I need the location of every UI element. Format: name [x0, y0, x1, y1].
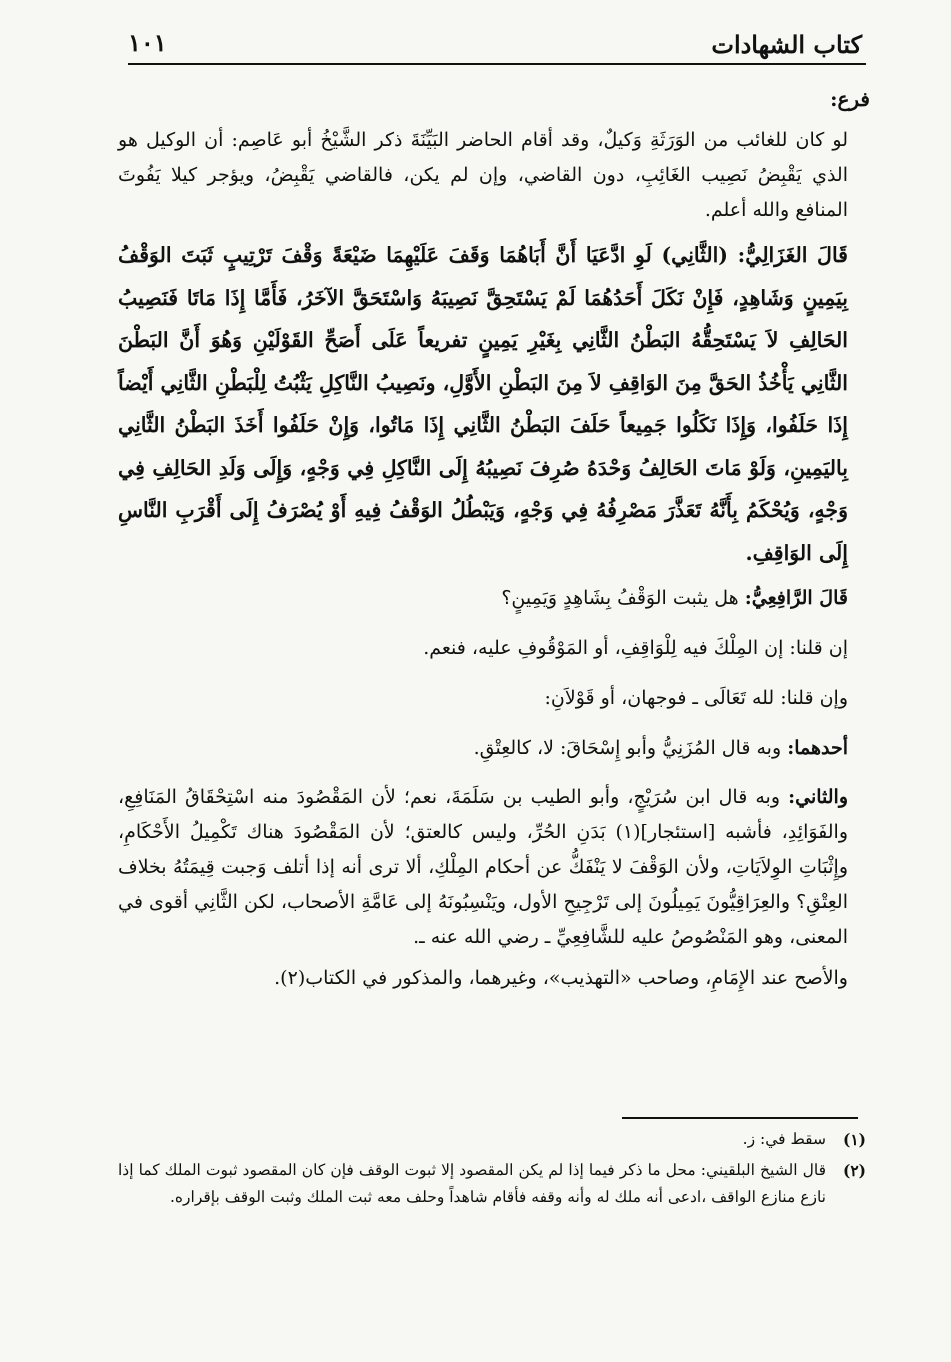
opinion-first-text: وبه قال المُزَنِيُّ وأبو إِسْحَاقَ: لا، كالعِتْقِ. — [473, 737, 782, 759]
rafii-label: قَالَ الرَّافِعِيُّ: — [744, 587, 848, 609]
footnotes — [118, 1126, 866, 1215]
running-title: كتاب الشهادات — [711, 30, 862, 59]
ghazali-text: قَالَ الغَزَالِيُّ: (الثَّانِي) لَوِ ادَّعَيَا أَنَّ أَبَاهُمَا وَقَفَ عَلَيْهِمَا ضَيْعَةً وَقْفَ تَرْتِيبٍ ثَبَتَ الوَقْفُ بِيَمِينٍ وَشَاهِدٍ، فَإِنْ نَكَلَ أَحَدُهُمَا لَمْ يَسْتَحِقَّ نَصِيبَهُ وَاسْتَحَقَّ الآخَرُ، فَأَمَّا إِذَا مَاتَا فَنَصِيبُ الحَالِفِ لاَ يَسْتَحِقُّهُ البَطْنُ الثَّانِي بِغَيْرِ يَمِينٍ تفريعاً عَلَى أَصَحِّ القَوْلَيْنِ وَهُوَ أَنَّ البَطْنَ الثَّانِي يَأْخُذُ الحَقَّ مِنَ الوَاقِفِ لاَ مِنَ البَطْنِ الأَوَّلِ، ونَصِيبُ النَّاكِلِ يَثْبُتُ لِلْبَطْنِ الثَّانِي أَيْضاً إِذَا حَلَفُوا، وَإِذَا نَكَلُوا جَمِيعاً حَلَفَ البَطْنُ الثَّانِي إِذَا مَاتُوا، وَإِنْ حَلَفُوا أَخَذَ البَطْنُ الثَّانِي بِاليَمِينِ، وَلَوْ مَاتَ الحَالِفُ وَحْدَهُ صُرِفَ نَصِيبُهُ إِلَى النَّاكِلِ فِي وَجْهٍ، وَإِلَى وَلَدِ الحَالِفِ فِي وَجْهٍ، وَيُحْكَمُ بِأَنَّهُ تَعَذَّرَ مَصْرِفُهُ فِي وَجْهٍ، وَيَبْطُلُ الوَقْفُ فِيهِ أَوْ يُصْرَفُ إِلَى أَقْرَبِ النَّاسِ إِلَى الوَاقِفِ. — [118, 243, 848, 565]
footnote-number: (١) — [842, 1130, 866, 1149]
footnote — [118, 1126, 866, 1153]
rafii-text: هل يثبت الوَقْفُ بِشَاهِدٍ وَيَمِينٍ؟ — [501, 587, 739, 609]
footnote-text: سقط في: ز. — [742, 1130, 826, 1148]
footnote — [118, 1157, 866, 1211]
section-heading: فرع: — [830, 87, 870, 111]
main-text — [118, 82, 870, 1002]
footnote-text: قال الشيخ البلقيني: محل ما ذكر فيما إذا لم يكن المقصود إلا ثبوت الوقف فإن كان المقصود ثبوت الملك كما إذا نازع منازع الواقف ،ادعى أنه ملك له وأنه وقفه فأقام شاهداً وحلف معه ثبت الملك وثبت الوقف بإقراره. — [118, 1161, 826, 1206]
paragraph-missing-heir: لو كان للغائب من الوَرَثَةِ وَكيلٌ، وقد أقام الحاضر البَيِّنَةَ ذكر الشَّيْخُ أبو عَاصِم: أن الوكيل هو الذي يَقْبِضُ نَصِيب الغَائِبِ، دون القاضي، وإن لم يكن، فالقاضي يَقْبِضُ، ويؤجر كيلا يَفُوتَ المنافع والله أعلم. — [118, 129, 848, 221]
opinion-second-label: والثاني: — [788, 786, 848, 808]
rafii-question — [118, 580, 870, 616]
opinion-second — [118, 780, 870, 955]
footnote-rule — [622, 1117, 858, 1119]
opinion-first-label: أحدهما: — [787, 737, 848, 759]
opinion-first — [118, 730, 870, 766]
footnote-number: (٢) — [842, 1161, 866, 1180]
header-rule — [128, 63, 866, 65]
condition-second: وإن قلنا: لله تَعَالَى ـ فوجهان، أو قَوْلاَنِ: — [544, 687, 848, 709]
condition-first: إن قلنا: إن المِلْكَ فيه لِلْوَاقِفِ، أو المَوْقُوفِ عليه، فنعم. — [423, 637, 848, 659]
final-statement: والأصح عند الإِمَامِ، وصاحب «التهذيب»، وغيرهما، والمذكور في الكتاب(٢). — [274, 967, 848, 989]
opinion-second-text: وبه قال ابن سُرَيْجٍ، وأبو الطيب بن سَلَمَةَ، نعم؛ لأن المَقْصُودَ منه اسْتِحْقَاقُ المَنَافِعِ، والفَوَائِدِ، فأشبه [استئجار](١) بَدَنِ الحُرِّ، وليس كالعتق؛ لأن المَقْصُودَ هناك تَكْمِيلُ الأَحْكَامِ، وإِثْبَاتِ الوِلاَيَاتِ، ولأن الوَقْفَ لا يَنْفَكُّ عن أحكام المِلْكِ، ألا ترى أنه إذا أتلف وَجبت قِيمَتُهُ بخلاف العِتْقِ؟ والعِرَاقِيُّونَ يَمِيلُونَ إلى تَرْجِيحِ الأول، ويَنْسِبُونَهُ إلى عَامَّةِ الأصحاب، لكن الثَّانِي أقوى في المعنى، وهو المَنْصُوصُ عليه للشَّافِعِيِّ ـ رضي الله عنه ـ. — [118, 786, 849, 948]
page-header — [128, 22, 862, 62]
page-number: ١٠١ — [128, 28, 167, 57]
